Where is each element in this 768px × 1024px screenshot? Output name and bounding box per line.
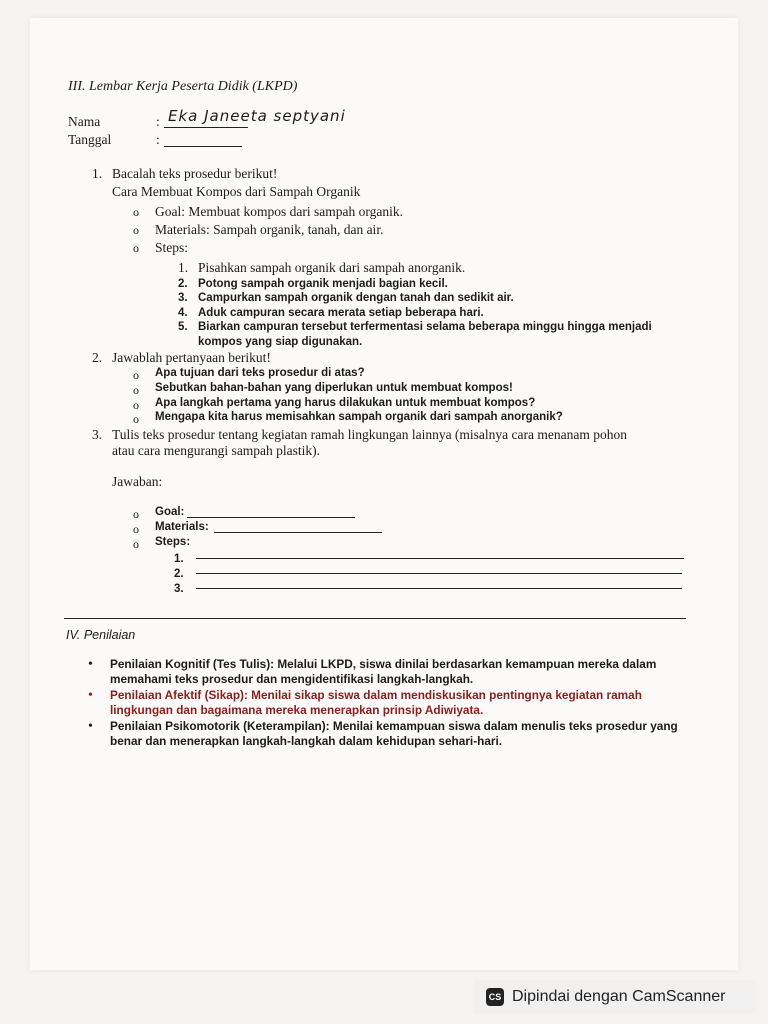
q3-materials-answer-line xyxy=(214,532,382,533)
q1-step-3: Campurkan sampah organik dengan tanah dan sedikit air. xyxy=(198,292,514,304)
q1-step-2-num: 2. xyxy=(178,278,188,290)
q2-bullet-1: o xyxy=(133,368,139,382)
q1-goal-bullet: o xyxy=(133,205,139,219)
section-title-penilaian: IV. Penilaian xyxy=(66,628,136,642)
q3-text-continued: atau cara mengurangi sampah plastik). xyxy=(112,443,321,458)
penilaian-psikomotorik: Penilaian Psikomotorik (Keterampilan): Menilai kemampuan siswa dalam menulis teks prosedur yang xyxy=(110,719,678,733)
scanned-page xyxy=(30,18,738,970)
camscanner-logo-icon: CS xyxy=(486,988,504,1006)
q3-goal-answer-line xyxy=(187,517,355,518)
q2-question-1: Apa tujuan dari teks prosedur di atas? xyxy=(155,367,365,379)
jawaban-label: Jawaban: xyxy=(112,474,163,489)
q3-step-1-num: 1. xyxy=(174,553,184,565)
penilaian-kognitif-cont: memahami teks prosedur dan mengidentifikasi langkah-langkah. xyxy=(110,672,474,686)
q1-step-2: Potong sampah organik menjadi bagian kecil. xyxy=(198,278,448,290)
q1-number: 1. xyxy=(92,166,103,181)
q2-question-4: Mengapa kita harus memisahkan sampah organik dari sampah anorganik? xyxy=(155,411,563,423)
q2-bullet-2: o xyxy=(133,383,139,397)
nama-label: Nama xyxy=(68,114,101,129)
q2-question-2: Sebutkan bahan-bahan yang diperlukan untuk membuat kompos! xyxy=(155,382,513,394)
tanggal-label: Tanggal xyxy=(68,132,112,147)
q1-subtitle: Cara Membuat Kompos dari Sampah Organik xyxy=(112,184,361,199)
q2-bullet-4: o xyxy=(133,412,139,426)
tanggal-underline xyxy=(164,146,242,147)
penilaian-kognitif: Penilaian Kognitif (Tes Tulis): Melalui LKPD, siswa dinilai berdasarkan kemampuan mereka dalam xyxy=(110,657,657,671)
camscanner-watermark xyxy=(474,980,756,1014)
q3-number: 3. xyxy=(92,427,103,442)
q1-materials-bullet: o xyxy=(133,223,139,237)
penilaian-psikomotorik-cont: benar dan menerapkan langkah-langkah dalam kehidupan sehari-hari. xyxy=(110,734,503,748)
q1-step-1-num: 1. xyxy=(178,260,189,275)
q3-steps-bullet: o xyxy=(133,537,139,551)
q3-step-1-answer-line xyxy=(196,558,684,559)
penilaian-afektif-cont: lingkungan dan bagaimana mereka menerapkan prinsip Adiwiyata. xyxy=(110,703,484,717)
nama-handwritten-value: Eka Janeeta septyani xyxy=(168,107,346,125)
q1-step-5-continued: kompos yang siap digunakan. xyxy=(198,336,363,348)
q1-text: Bacalah teks prosedur berikut! xyxy=(112,166,278,181)
q1-step-3-num: 3. xyxy=(178,292,188,304)
penilaian-bullet-3: • xyxy=(88,719,93,734)
q1-steps-label: Steps: xyxy=(155,240,189,255)
q3-materials-bullet: o xyxy=(133,522,139,536)
q2-text: Jawablah pertanyaan berikut! xyxy=(112,350,271,365)
q1-goal: Goal: Membuat kompos dari sampah organik. xyxy=(155,204,403,219)
penilaian-afektif: Penilaian Afektif (Sikap): Menilai sikap siswa dalam mendiskusikan pentingnya kegiatan ramah xyxy=(110,688,642,702)
q2-number: 2. xyxy=(92,350,103,365)
q1-steps-bullet: o xyxy=(133,241,139,255)
q1-step-4-num: 4. xyxy=(178,307,188,319)
q1-materials: Materials: Sampah organik, tanah, dan air. xyxy=(155,222,384,237)
q2-bullet-3: o xyxy=(133,398,139,412)
q3-steps-label: Steps: xyxy=(155,536,191,548)
q3-goal-bullet: o xyxy=(133,507,139,521)
q3-materials-label: Materials: xyxy=(155,521,209,533)
q3-goal-label: Goal: xyxy=(155,506,185,518)
q3-step-3-answer-line xyxy=(196,588,682,589)
nama-colon: : xyxy=(156,114,160,129)
tanggal-colon: : xyxy=(156,132,160,147)
nama-underline xyxy=(164,127,248,128)
section-divider xyxy=(64,618,686,619)
q2-question-3: Apa langkah pertama yang harus dilakukan untuk membuat kompos? xyxy=(155,397,536,409)
q3-step-2-num: 2. xyxy=(174,568,184,580)
q3-text: Tulis teks prosedur tentang kegiatan ramah lingkungan lainnya (misalnya cara menanam pohon xyxy=(112,427,627,442)
camscanner-text: Dipindai dengan CamScanner xyxy=(512,988,726,1005)
penilaian-bullet-2: • xyxy=(88,688,93,703)
q3-step-3-num: 3. xyxy=(174,583,184,595)
penilaian-bullet-1: • xyxy=(88,657,93,672)
q1-step-1: Pisahkan sampah organik dari sampah anorganik. xyxy=(198,260,466,275)
q1-step-5-num: 5. xyxy=(178,321,188,333)
q1-step-4: Aduk campuran secara merata setiap beberapa hari. xyxy=(198,307,484,319)
section-title-lkpd: III. Lembar Kerja Peserta Didik (LKPD) xyxy=(68,79,298,94)
q1-step-5: Biarkan campuran tersebut terfermentasi selama beberapa minggu hingga menjadi xyxy=(198,321,652,333)
q3-step-2-answer-line xyxy=(196,573,682,574)
